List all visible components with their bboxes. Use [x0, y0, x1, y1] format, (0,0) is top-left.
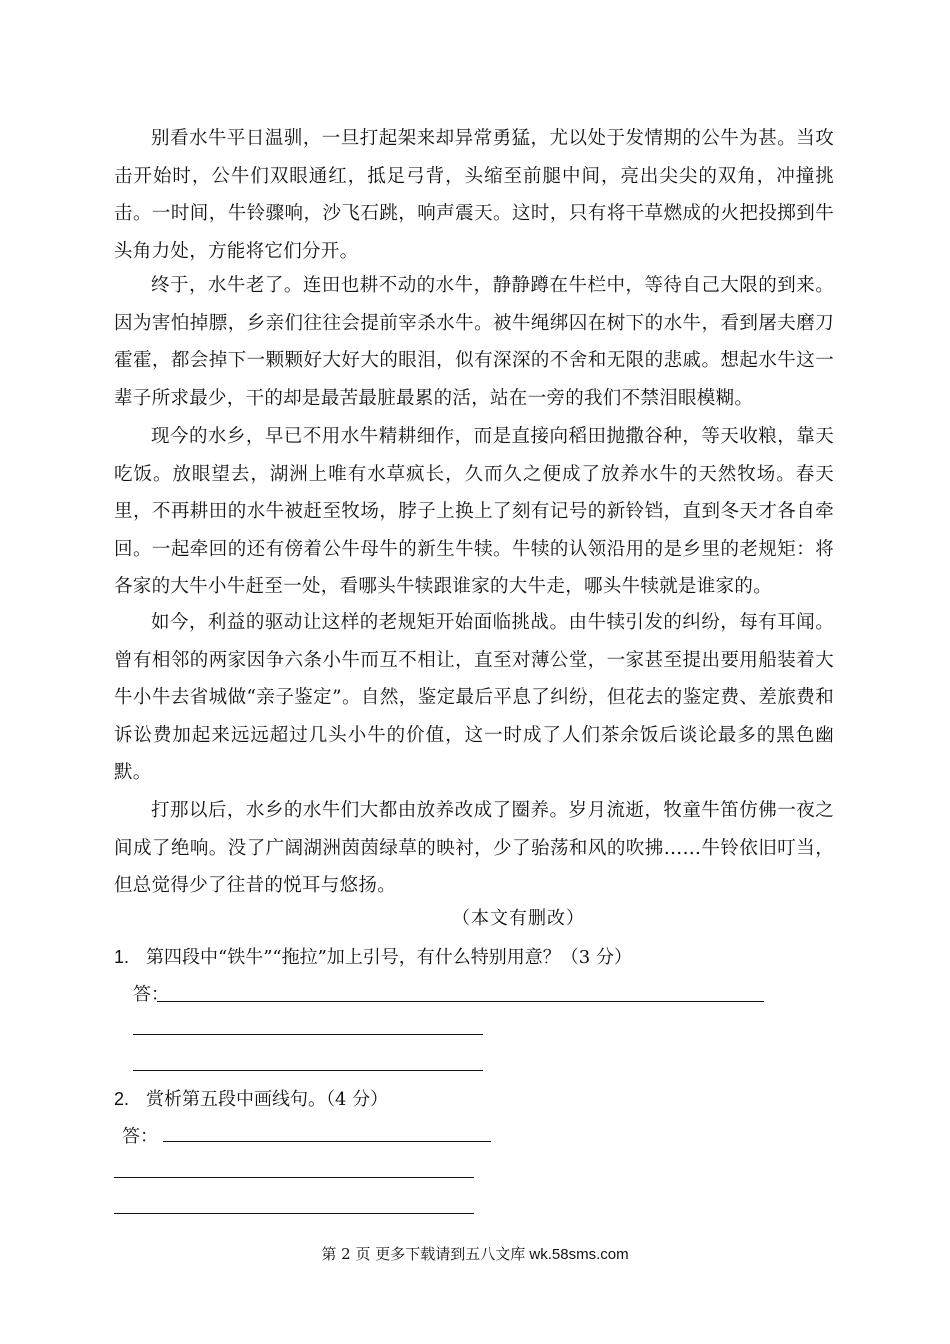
question-number: 1. [114, 947, 130, 967]
article-paragraph-1: 别看水牛平日温驯，一旦打起架来却异常勇猛，尤以处于发情期的公牛为甚。当攻击开始时，公牛们双眼通红，抵足弓背，头缩至前腿中间，亮出尖尖的双角，冲撞挑击。一时间，牛铃骤响，沙飞石跳，响声震天。这时，只有将干草燃成的火把投掷到牛头角力处，方能将它们分开。 [114, 128, 834, 262]
question-text: 赏析第五段中画线句。（4 分） [146, 1089, 389, 1110]
footer-site-link[interactable]: wk.58sms.com [529, 1246, 629, 1263]
answer-line[interactable] [133, 1034, 483, 1035]
article-paragraph-5: 打那以后，水乡的水牛们大都由放养改成了圈养。岁月流逝，牧童牛笛仿佛一夜之间成了绝响。没了广阔湖洲茵茵绿草的映衬，少了骀荡和风的吹拂……牛铃依旧叮当，但总觉得少了往昔的悦耳与悠扬。 [114, 800, 834, 896]
answer-line[interactable] [114, 1213, 474, 1214]
article-paragraph-4: 如今，利益的驱动让这样的老规矩开始面临挑战。由牛犊引发的纠纷，每有耳闻。曾有相邻的两家因争六条小牛而互不相让，直至对薄公堂，一家甚至提出要用船装着大牛小牛去省城做“亲子鉴定”。自然，鉴定最后平息了纠纷，但花去的鉴定费、差旅费和诉讼费加起来远远超过几头小牛的价值，这一时成了人们茶余饭后谈论最多的黑色幽默。 [114, 612, 834, 783]
question-text: 第四段中“铁牛”“拖拉”加上引号，有什么特别用意？（3 分） [146, 947, 632, 968]
answer-label: 答： [122, 1126, 158, 1147]
answer-line[interactable] [133, 1070, 483, 1071]
source-note: （本文有删改） [452, 908, 585, 929]
question-1 [114, 944, 632, 971]
question-2 [114, 1086, 388, 1113]
answer-label: 答： [133, 984, 169, 1005]
answer-line[interactable] [163, 1141, 491, 1142]
article-paragraph-2: 终于，水牛老了。连田也耕不动的水牛，静静蹲在牛栏中，等待自己大限的到来。因为害怕掉膘，乡亲们往往会提前宰杀水牛。被牛绳绑囚在树下的水牛，看到屠夫磨刀霍霍，都会掉下一颗颗好大好大的眼泪，似有深深的不舍和无限的悲戚。想起水牛这一辈子所求最少，干的却是最苦最脏最累的活，站在一旁的我们不禁泪眼模糊。 [114, 275, 834, 409]
answer-line[interactable] [157, 1001, 764, 1002]
answer-line[interactable] [114, 1177, 474, 1178]
page-footer [0, 1244, 950, 1265]
footer-page-text: 第 2 页 更多下载请到五八文库 [321, 1245, 526, 1263]
article-paragraph-3: 现今的水乡，早已不用水牛精耕细作，而是直接向稻田抛撒谷种，等天收粮，靠天吃饭。放眼望去，湖洲上唯有水草疯长，久而久之便成了放养水牛的天然牧场。春天里，不再耕田的水牛被赶至牧场，脖子上换上了刻有记号的新铃铛，直到冬天才各自牵回。一起牵回的还有傍着公牛母牛的新生牛犊。牛犊的认领沿用的是乡里的老规矩：将各家的大牛小牛赶至一处，看哪头牛犊跟谁家的大牛走，哪头牛犊就是谁家的。 [114, 426, 834, 597]
question-number: 2. [114, 1089, 130, 1109]
